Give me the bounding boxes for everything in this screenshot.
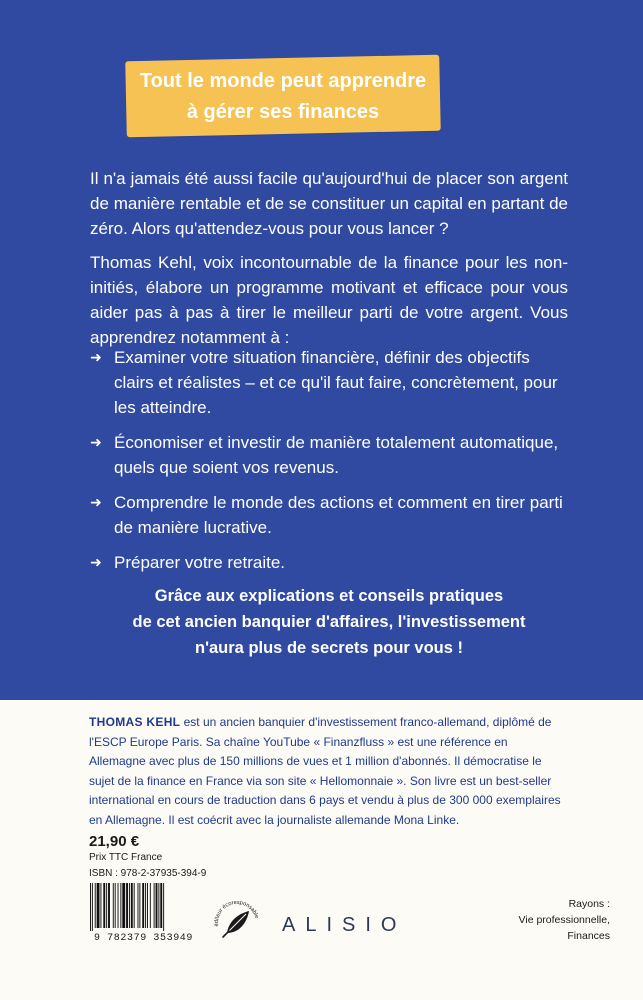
arrow-right-icon: ➜ — [90, 554, 102, 570]
list-item — [90, 345, 568, 420]
closing-line-3: n'aura plus de secrets pour vous ! — [195, 639, 463, 657]
closing-statement — [90, 583, 568, 661]
list-item — [90, 550, 568, 575]
arrow-right-icon: ➜ — [90, 434, 102, 450]
eco-logo-text: éditeur écoresponsable — [213, 899, 260, 927]
bullet-text: Préparer votre retraite. — [114, 553, 286, 572]
intro-text — [90, 166, 568, 359]
eco-responsible-logo — [213, 893, 261, 945]
arrow-right-icon: ➜ — [90, 494, 102, 510]
intro-paragraph-2: Thomas Kehl, voix incontournable de la finance pour les non-initiés, élabore un programme motivant et efficace pour vous aider pas à pas à tirer le meilleur parti de votre argent. Vous apprendrez notamment à : — [90, 253, 568, 347]
bullet-text: Comprendre le monde des actions et comment en tirer parti de manière lucrative. — [114, 493, 563, 537]
headline — [126, 66, 440, 128]
author-bio-text: est un ancien banquier d'investissement franco-allemand, diplômé de l'ESCP Europe Paris. Sa chaîne YouTube « Finanzfluss » est une référence en Allemagne avec plus de 150 millions de vues et 1 million d'abonnés. Il démocratise le sujet de la finance en France via son site « Hellomonnaie ». Son livre est un best-seller international en cours de traduction dans 6 pays et vendu à plus de 300 000 exemplaires en Allemagne. Il est coécrit avec la journaliste allemande Mona Linke. — [89, 715, 561, 827]
shelf-category-line-2: Finances — [567, 930, 610, 942]
barcode — [89, 883, 197, 931]
closing-line-1: Grâce aux explications et conseils pratiques — [154, 587, 504, 605]
arrow-right-icon: ➜ — [90, 349, 102, 365]
isbn: ISBN : 978-2-37935-394-9 — [89, 868, 207, 879]
price: 21,90 € — [89, 833, 140, 850]
bullet-text: Économiser et investir de manière totalement automatique, quels que soient vos revenus. — [114, 433, 559, 477]
shelf-category-line-1: Vie professionnelle, — [518, 914, 610, 926]
barcode-digits: 9 782379 353949 — [93, 933, 193, 944]
headline-line-1: Tout le monde peut apprendre — [139, 70, 427, 92]
bullet-text: Examiner votre situation financière, définir des objectifs clairs et réalistes – et ce qu'il faut faire, concrètement, pour les atteindre. — [114, 348, 558, 417]
bullet-list — [90, 345, 568, 585]
publisher-logo: ALISIO — [282, 914, 407, 936]
author-bio — [89, 713, 565, 830]
leaf-icon — [223, 911, 249, 937]
author-name: THOMAS KEHL — [89, 715, 181, 729]
shelf-category-label: Rayons : — [568, 898, 610, 910]
closing-line-2: de cet ancien banquier d'affaires, l'investissement — [132, 613, 526, 631]
list-item — [90, 430, 568, 480]
price-note: Prix TTC France — [89, 852, 163, 863]
price-block — [89, 833, 209, 863]
headline-line-2: à gérer ses finances — [186, 101, 380, 123]
shelf-category — [470, 896, 610, 944]
intro-paragraph-1: Il n'a jamais été aussi facile qu'aujourd'hui de placer son argent de manière rentable et de se constituer un capital en partant de zéro. Alors qu'attendez-vous pour vous lancer ? — [90, 169, 568, 238]
list-item — [90, 490, 568, 540]
